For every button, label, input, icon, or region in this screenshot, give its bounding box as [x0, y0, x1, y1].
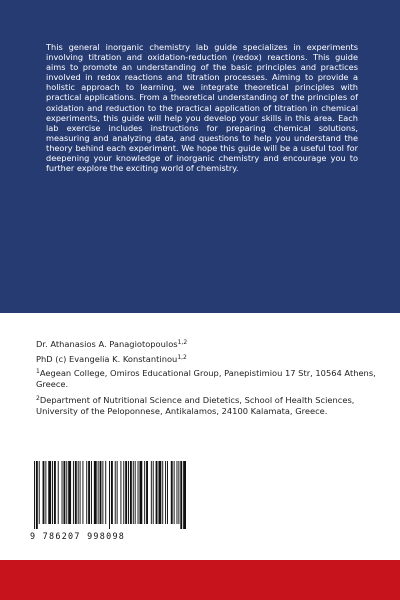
barcode-bar — [75, 461, 77, 524]
barcode-bar — [45, 461, 46, 524]
barcode-bar — [34, 461, 35, 529]
barcode-bar — [120, 461, 121, 524]
affiliation-1-text: Aegean College, Omiros Educational Group, Panepistimiou 17 Str, 10564 Athens, Greece. — [36, 368, 376, 389]
barcode-bar — [130, 461, 132, 524]
barcode-bar — [158, 461, 161, 524]
barcode-bar — [82, 461, 83, 524]
affiliation-2-number: 2 — [36, 395, 40, 403]
barcode-bar — [105, 461, 106, 524]
author-2-affiliation-marks: 1,2 — [177, 353, 187, 361]
barcode-bar — [62, 461, 63, 524]
barcode-bar — [156, 461, 158, 524]
barcode-bar — [86, 461, 87, 524]
barcode-bar — [174, 461, 175, 524]
barcode-bar — [123, 461, 124, 524]
isbn-digits: 9 786207 998098 — [30, 531, 126, 541]
barcode-bar — [54, 461, 56, 524]
barcode-bar — [117, 461, 118, 524]
barcode-bar — [138, 461, 139, 524]
barcode-bar — [177, 461, 178, 524]
barcode-bar — [171, 461, 173, 524]
barcode-bar — [183, 461, 186, 529]
affiliation-2-text: Department of Nutritional Science and Dietetics, School of Health Sciences, University of the Peloponnese, Antikalamos, 24100 Kalamata, Greece. — [36, 395, 355, 416]
affiliation-2 — [36, 395, 376, 416]
barcode-bar — [144, 461, 145, 524]
barcode-bar — [98, 461, 99, 524]
barcode-bar — [68, 461, 71, 524]
barcode-bar — [63, 461, 65, 524]
barcode-bar — [109, 461, 110, 529]
barcode-bar — [180, 461, 182, 529]
barcode-bar — [151, 461, 152, 524]
barcode-bar — [94, 461, 97, 524]
barcode-bar — [178, 461, 179, 524]
barcode-bar — [91, 461, 92, 524]
barcode-bar — [111, 461, 113, 524]
barcode-bar — [58, 461, 59, 524]
affiliation-1 — [36, 368, 376, 389]
barcode-bar — [162, 461, 163, 524]
isbn-barcode — [28, 461, 188, 541]
author-2-name: PhD (c) Evangelia K. Konstantinou — [36, 353, 178, 364]
barcode-bar — [133, 461, 134, 524]
barcode-bar — [102, 461, 103, 524]
author-1-affiliation-marks: 1,2 — [177, 339, 188, 346]
barcode-bar — [125, 461, 127, 524]
barcode-bar — [66, 461, 67, 524]
barcode-bar — [135, 461, 136, 524]
author-2 — [36, 354, 376, 365]
barcode-bar — [146, 461, 148, 524]
barcode-bar — [39, 461, 40, 524]
barcode-bar — [165, 461, 166, 524]
barcode-bar — [167, 461, 168, 524]
barcode-bar — [52, 461, 53, 524]
author-1 — [36, 339, 376, 350]
barcode-bar — [139, 461, 142, 524]
barcode-bar — [73, 461, 74, 524]
author-1-name: Dr. Athanasios A. Panagiotopoulos — [36, 339, 178, 349]
barcode-bar — [36, 461, 38, 529]
barcode-bar — [100, 461, 102, 524]
barcode-bar — [43, 461, 45, 524]
barcode-bar — [78, 461, 79, 524]
barcode-bar — [153, 461, 154, 524]
barcode-bars — [28, 461, 188, 529]
barcode-bar — [88, 461, 90, 524]
barcode-bar — [48, 461, 51, 524]
barcode-bar — [115, 461, 116, 524]
barcode-bar — [128, 461, 129, 524]
barcode-bar — [80, 461, 81, 524]
author-section — [36, 339, 376, 423]
back-cover-blurb: This general inorganic chemistry lab guide specializes in experiments involving titration and oxidation-reduction (redox) reactions. This guide aims to promote an understanding of the basic principles and practices involved in redox reactions and titration processes. Aiming to provide a holistic approach to learning, we integrate theoretical principles with practical applications. From a theoretical understanding of the principles of oxidation and reduction to the practical application of titration in chemical experiments, this guide will help you develop your skills in this area. Each lab exercise includes instructions for preparing chemical solutions, measuring and analyzing data, and questions to help you understand the theory behind each experiment. We hope this guide will be a useful tool for deepening your knowledge of inorganic chemistry and encourage you to further explore the exciting world of chemistry. — [46, 42, 358, 174]
affiliation-1-number: 1 — [36, 368, 40, 376]
bottom-color-bar — [0, 560, 400, 600]
